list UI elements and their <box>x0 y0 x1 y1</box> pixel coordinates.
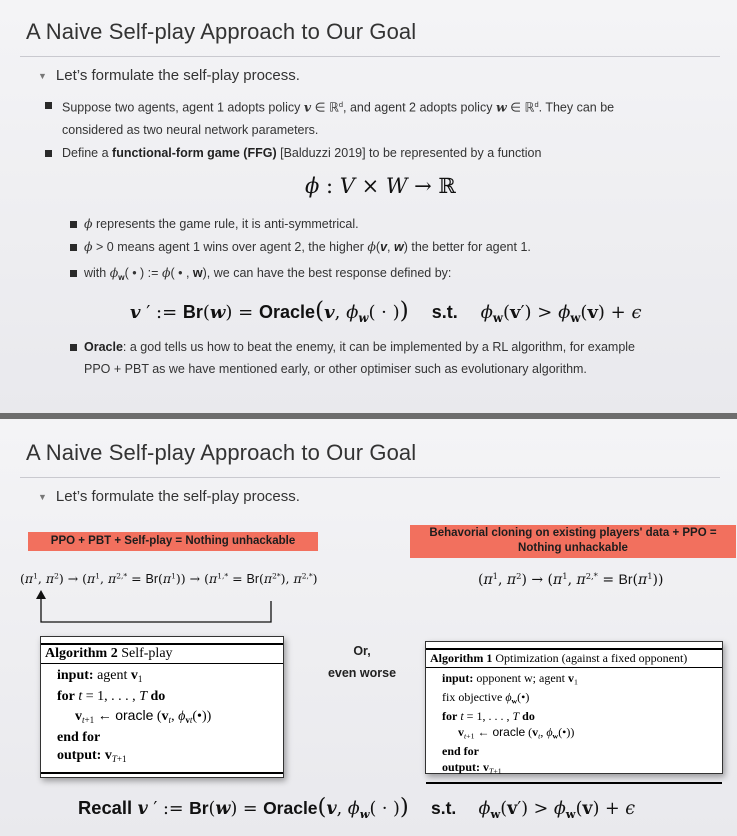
bullet-formulate: ▼ Let’s formulate the self-play process. <box>38 488 300 505</box>
item-two-agents: Suppose two agents, agent 1 adopts policy v ∈ ℝ$^d$, and agent 2 adopts policy w ∈ ℝ$^d$. They can be considered as two neural network parameters. <box>62 99 615 137</box>
formula-selfplay-chain: ($\pi^1$, $\pi^2) \to (\pi^1$, $\pi^{2,*} = Br(\pi^1)) \to (\pi^{1,*} = Br(\pi^{2*})$, $\pi^{2,*}$) <box>20 571 318 586</box>
title-divider <box>20 56 720 57</box>
slide-title: A Naive Self-play Approach to Our Goal <box>26 440 417 465</box>
equation-recall-best-response: Recall v ′ := Br(w) = Oracle(v, $\phi_w$( · )) s.t. $\phi_w(v') > \phi_w(v) + \epsilon$ <box>78 794 635 821</box>
slide-title: A Naive Self-play Approach to Our Goal <box>26 19 417 44</box>
sub-item-oracle: Oracle: a god tells us how to beat the enemy, it can be implemented by a RL algorithm, for example PPO + PBT as we have mentioned early, or other optimiser such as evolutionary algorithm. <box>84 340 636 376</box>
equation-phi-function: ϕ : V × W → ℝ <box>305 174 456 198</box>
algorithm-body: input: agent $v_1$ for t = 1, . . . , T do $v_{t+1}$ ← oracle ($v_t$, $\phi_{vt}(•)$) end for output: $v_{T+1}$ <box>57 668 212 765</box>
slide-2 <box>0 419 737 836</box>
formula-bc-chain: ($\pi^1$, $\pi^2) \to (\pi^1$, $\pi^{2,*} = Br(\pi^1)$) <box>478 571 664 589</box>
sub-item-game-rule: ϕ represents the game rule, it is anti-symmetrical. <box>84 216 359 231</box>
label-ppo-pbt-selfplay: PPO + PBT + Self-play = Nothing unhackable <box>28 532 318 551</box>
item-ffg-definition: Define a functional-form game (FFG) [Balduzzi 2019] to be represented by a function <box>62 146 542 160</box>
algorithm-header: Algorithm 2 Self-play <box>41 643 283 664</box>
triangle-bullet-icon: ▼ <box>38 492 47 502</box>
equation-best-response: v ′ := Br(w) = Oracle(v, $\phi_w$( · )) s.t. $\phi_w(v') > \phi_w(v) + \epsilon$ <box>130 296 642 326</box>
bullet-formulate: ▼ Let’s formulate the self-play process. <box>38 67 300 84</box>
or-even-worse-text: Or, even worse <box>327 644 397 680</box>
square-bullet-icon <box>70 244 77 251</box>
slide-1 <box>0 0 737 413</box>
triangle-bullet-icon: ▼ <box>38 71 47 81</box>
algorithm-2-selfplay <box>40 636 284 778</box>
loop-arrow-icon <box>30 587 280 627</box>
square-bullet-icon <box>70 221 77 228</box>
algorithm-body: input: opponent w; agent $v_1$ fix objective $\phi_w(•)$ for t = 1, . . . , T do $v_{t+1}$ ← oracle ($v_t$, $\phi_w(•)$) end for output: $v_{T+1}$ <box>442 671 578 776</box>
algorithm-1-optimization <box>425 641 723 774</box>
square-bullet-icon <box>70 344 77 351</box>
sub-item-best-response: with $\phi_w$( • ) := ϕ( • , w), we can have the best response defined by: <box>84 265 452 282</box>
sub-item-win-condition: ϕ > 0 means agent 1 wins over agent 2, the higher ϕ(v, w) the better for agent 1. <box>84 239 531 254</box>
square-bullet-icon <box>70 270 77 277</box>
label-behavioral-cloning: Behavorial cloning on existing players' data + PPO = Nothing unhackable <box>410 525 736 558</box>
square-bullet-icon <box>45 150 52 157</box>
title-divider <box>20 477 720 478</box>
algorithm-header: Algorithm 1 Optimization (against a fixed opponent) <box>426 648 722 668</box>
square-bullet-icon <box>45 102 52 109</box>
